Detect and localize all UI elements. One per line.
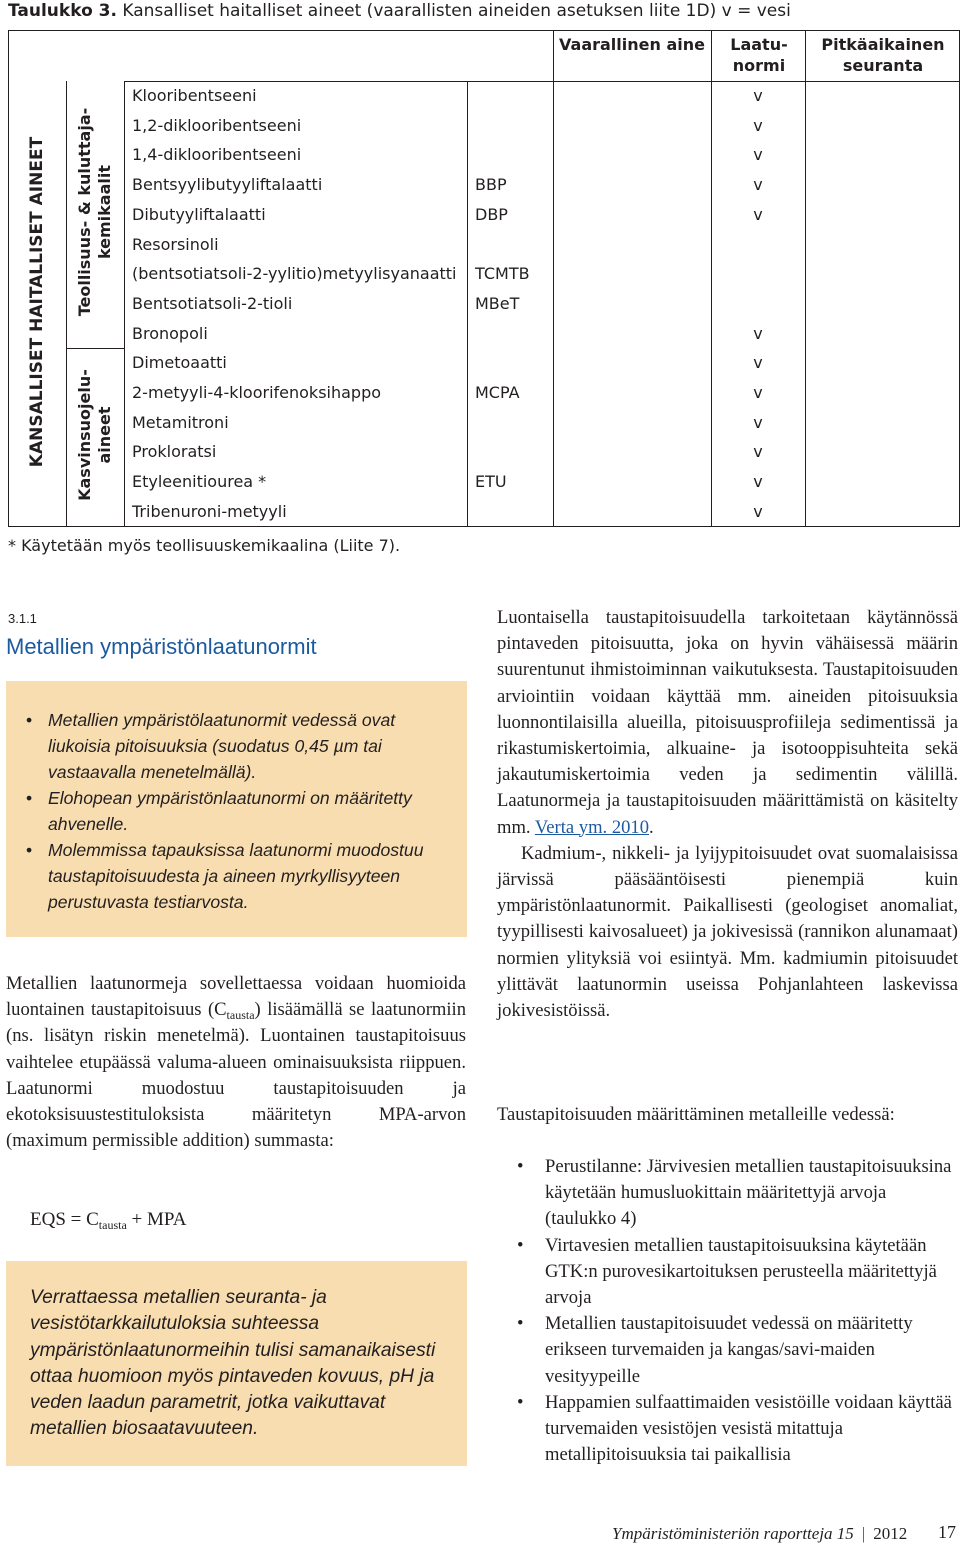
row-substance-name: Tribenuroni-metyyli <box>132 501 287 521</box>
row-substance-name: 1,2-diklooribentseeni <box>132 115 302 135</box>
right-paragraph-3: Taustapitoisuuden määrittäminen metalleille vedessä: <box>497 1104 895 1125</box>
col-line-name <box>467 81 468 527</box>
row-substance-name: Bronopoli <box>132 323 208 343</box>
list-item-text: Metallien taustapitoisuudet vedessä on määritetty erikseen turvemaiden ja kangas/savi-maiden vesityypeille <box>545 1313 913 1387</box>
row-abbreviation: ETU <box>475 472 507 492</box>
recommendation-box <box>6 1261 467 1466</box>
subgroup-plant-label: Kasvinsuojelu-aineet <box>75 369 114 501</box>
bullet-icon: • <box>26 788 33 808</box>
list-item <box>497 1154 958 1233</box>
key-point <box>24 785 453 837</box>
list-item-text: Happamien sulfaattimaiden vesistöille voidaan käyttää turvemaiden vesistöjen vesistä mitattuja metallipitoisuuksia tai paikallisia <box>545 1391 952 1466</box>
bullet-icon: • <box>517 1313 524 1335</box>
row-quality-norm: v <box>753 323 763 343</box>
header-quality-norm: Laatu-normi <box>730 35 788 75</box>
list-item <box>497 1233 958 1312</box>
hazardous-substances-table <box>8 30 960 527</box>
row-substance-name: Bentsotiatsoli-2-tioli <box>132 293 293 313</box>
bullet-icon: • <box>517 1234 524 1256</box>
paragraph-text: . <box>649 816 654 838</box>
page-number: 17 <box>938 1522 956 1542</box>
row-substance-name: Bentsyylibutyyliftalaatti <box>132 175 323 195</box>
row-quality-norm: v <box>753 383 763 402</box>
list-item-text: Virtavesien metallien taustapitoisuuksina käytetään GTK:n purovesikartoituksen perusteella määritettyjä arvoja <box>545 1234 937 1309</box>
caption-text: Kansalliset haitalliset aineet (vaarallisten aineiden asetuksen liite 1D) v = vesi <box>116 1 791 21</box>
section-number: 3.1.1 <box>8 611 37 626</box>
row-quality-norm: v <box>753 86 763 105</box>
background-concentration-paragraph <box>6 971 466 1154</box>
eqs-equation <box>30 1209 186 1231</box>
group-label: KANSALLISET HAITALLISET AINEET <box>27 136 47 468</box>
bullet-icon: • <box>517 1156 524 1177</box>
list-item <box>497 1390 958 1469</box>
recommendation-text: Verrattaessa metallien seuranta- ja vesistötarkkailutuloksia suhteessa ympäristönlaatunormeihin tulisi samanaikaisesti ottaa huomioon myös pintaveden kovuus, pH ja veden laadun parametrit, jotka vaikuttavat metallien biosaatavuuteen. <box>30 1287 436 1440</box>
key-point-text: Elohopean ympäristönlaatunormi on määritetty ahvenelle. <box>48 788 412 834</box>
paragraph-text: Luontaisella taustapitoisuudella tarkoitetaan käytännössä pintaveden pitoisuutta, joka on hyvin vähäisessä määrin suurentunut ihmistoiminnan vaikutuksesta. Taustapitoisuuden arviointiin voidaan käyttää mm. aineiden pitoisuuksia luonnontilaisilla alueilla, pitoisuusprofiileja sedimentissä ja rikastumiskertoimia, alkuaine- ja isotooppisuhteita sekä jakautumiskertoimia veden ja sedimentin välillä. Laatunormeja ja taustapitoisuuden määrittämistä on käsitelty mm. <box>497 607 958 838</box>
row-substance-name: Metamitroni <box>132 412 229 432</box>
paragraph-text: Metallien laatunormeja sovellettaessa voidaan huomioida luontainen taustapitoisuus (C <box>6 973 466 1021</box>
header-hazardous: Vaarallinen aine <box>559 35 705 54</box>
paragraph-text: ) lisäämällä se laatunormiin (ns. lisätyn riskin menetelmä). Luontainen taustapitoisuus vaihtelee etupäässä valuma-alueen ominaisuuksista riippuen. Laatunormi muodostuu taustapitoisuuden ja ekotoksisuustestituloksista määritetyn MPA-arvon (maximum permissible addition) summasta: <box>6 999 467 1152</box>
row-substance-name: Resorsinoli <box>132 234 219 254</box>
bullet-icon: • <box>517 1391 524 1413</box>
row-quality-norm: v <box>753 353 763 373</box>
key-point-text: Metallien ympäristölaatunormit vedessä ovat liukoisia pitoisuuksia (suodatus 0,45 µm tai vastaavalla menetelmällä). <box>48 710 396 782</box>
row-substance-name: Prokloratsi <box>132 442 217 462</box>
reference-link[interactable]: Verta ym. 2010 <box>534 816 650 838</box>
row-substance-name: Etyleenitiourea * <box>132 472 267 492</box>
footer-series: Ympäristöministeriön raportteja 15 <box>612 1524 854 1543</box>
row-quality-norm: v <box>753 442 763 462</box>
key-points-box <box>6 681 467 937</box>
row-substance-name: Klooribentseeni <box>132 86 257 105</box>
list-item-text: Perustilanne: Järvivesien metallien taustapitoisuuksina käytetään humusluokittain määritettyjä arvoja (taulukko 4) <box>545 1156 952 1230</box>
key-point-text: Molemmissa tapauksissa laatunormi muodostuu taustapitoisuudesta ja aineen myrkyllisyyteen perustuvasta testiarvosta. <box>48 840 424 912</box>
right-paragraph-2: Kadmium-, nikkeli- ja lyijypitoisuudet ovat suomalaisissa järvissä pääsääntöisesti pienempiä kuin ympäristönlaatunormit. Paikallisesti (geologiset anomaliat, tyypillisesti kaivosalueet) ja jokivesissä (rannikon alunamaat) normien ylityksiä voi esiintyä. Mm. kadmiumin pitoisuudet ylittävät laatunormin useissa Pohjanlahteen laskevissa jokivesistöissä. <box>497 842 958 1022</box>
page-footer <box>612 1524 907 1544</box>
header-long-term: Pitkäaikainen seuranta <box>821 35 945 75</box>
footer-year: 2012 <box>873 1524 908 1543</box>
row-substance-name: Dimetoaatti <box>132 353 227 373</box>
bullet-icon: • <box>26 840 33 860</box>
row-abbreviation: MCPA <box>475 383 520 402</box>
col-line-subgroup <box>124 81 125 527</box>
row-quality-norm: v <box>753 115 763 135</box>
col-line-abbr <box>553 30 554 527</box>
table-border-top <box>8 30 960 31</box>
row-quality-norm: v <box>753 472 763 492</box>
footer-separator: | <box>861 1524 866 1543</box>
key-point <box>24 707 453 785</box>
table-border-left <box>8 30 9 527</box>
row-quality-norm: v <box>753 412 763 432</box>
subgroup-industrial-label: Teollisuus- & kuluttaja-kemikaalit <box>75 107 114 317</box>
row-substance-name: Dibutyyliftalaatti <box>132 204 266 224</box>
caption-label: Taulukko 3. <box>8 1 117 21</box>
row-abbreviation: BBP <box>475 175 507 195</box>
row-quality-norm: v <box>753 145 763 165</box>
equation-subscript: tausta <box>98 1218 127 1232</box>
row-substance-name: (bentsotiatsoli-2-yylitio)metyylisyanaatti <box>132 264 457 284</box>
table-border-bottom <box>8 526 960 527</box>
row-substance-name: 1,4-diklooribentseeni <box>132 145 302 165</box>
row-quality-norm: v <box>753 501 763 521</box>
table-footnote: * Käytetään myös teollisuuskemikaalina (Liite 7). <box>8 536 401 555</box>
list-item <box>497 1311 958 1390</box>
col-line-group <box>66 81 67 527</box>
row-quality-norm: v <box>753 175 763 195</box>
header-separator <box>124 81 960 82</box>
row-abbreviation: TCMTB <box>475 264 530 284</box>
table-caption <box>8 0 791 22</box>
right-paragraph-1 <box>497 605 958 841</box>
row-abbreviation: DBP <box>475 204 508 224</box>
key-point <box>24 837 453 915</box>
section-title: Metallien ympäristönlaatunormit <box>6 634 317 659</box>
background-determination-list <box>497 1154 958 1468</box>
row-abbreviation: MBeT <box>475 293 520 313</box>
col-line-norm <box>805 30 806 527</box>
bullet-icon: • <box>26 710 33 730</box>
row-substance-name: 2-metyyli-4-kloorifenoksihappo <box>132 383 382 402</box>
subscript: tausta <box>226 1008 255 1023</box>
right-column <box>497 605 958 1024</box>
row-quality-norm: v <box>753 204 763 224</box>
col-line-hazard <box>711 30 712 527</box>
equation-rhs: + MPA <box>126 1209 187 1230</box>
equation-lhs: EQS = C <box>30 1209 99 1230</box>
